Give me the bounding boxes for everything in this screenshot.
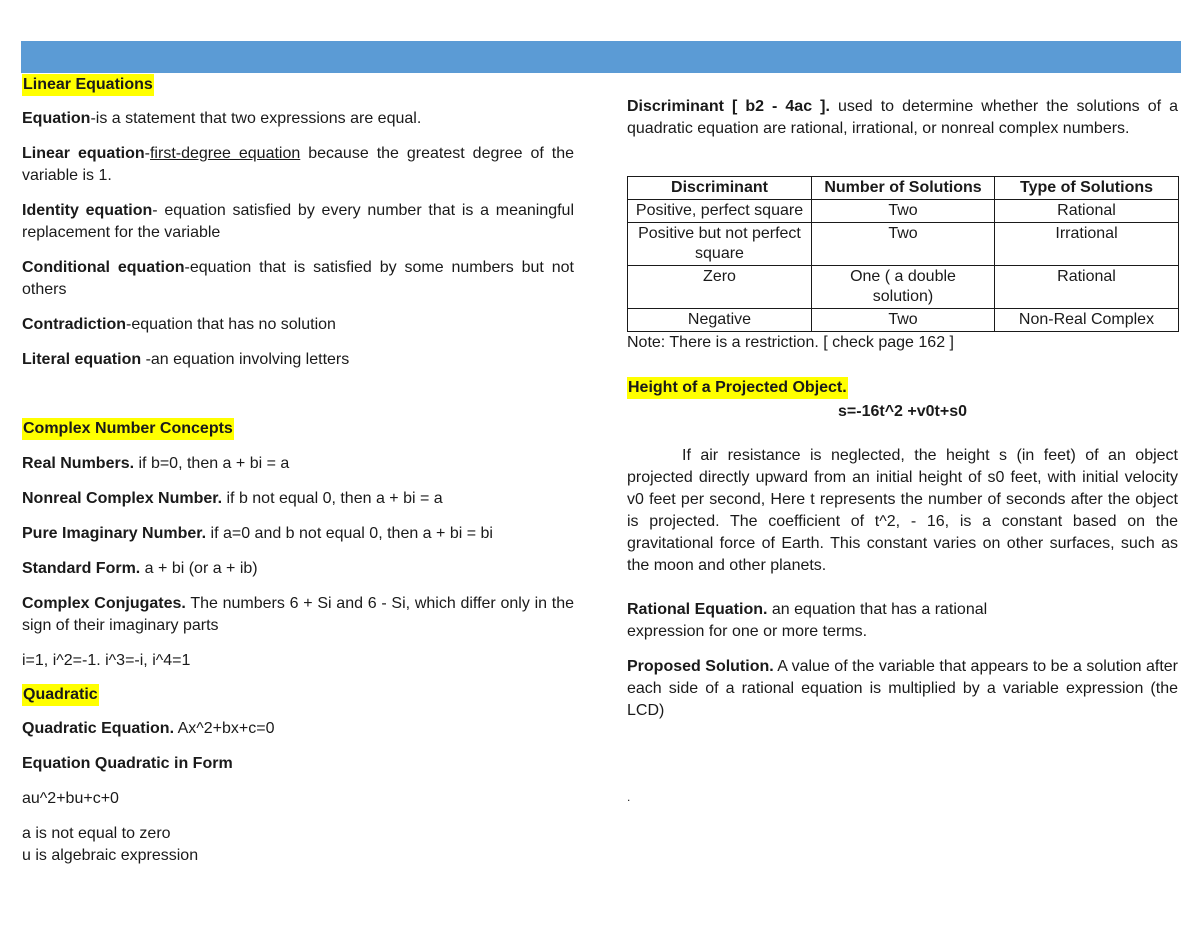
term-discriminant: Discriminant [ b2 - 4ac ]. — [627, 98, 830, 115]
table-cell: Rational — [995, 266, 1179, 309]
table-row — [628, 200, 1179, 223]
term-complex-conjugates: Complex Conjugates. — [22, 595, 186, 612]
term-standard-form: Standard Form. — [22, 560, 141, 577]
table-header: Discriminant — [628, 177, 812, 200]
trailing-dot: . — [627, 790, 631, 804]
def-conditional-equation: -equation that is satisfied by some numbers but not others — [22, 259, 574, 298]
term-pure-imaginary: Pure Imaginary Number. — [22, 525, 207, 542]
table-header: Number of Solutions — [812, 177, 995, 200]
def-rational-equation-2: expression for one or more terms. — [627, 623, 868, 640]
def-quadratic-equation: Ax^2+bx+c=0 — [174, 720, 275, 737]
table-cell: Positive but not perfect square — [628, 223, 812, 266]
right-column — [627, 96, 1178, 804]
height-formula: s=-16t^2 +v0t+s0 — [838, 403, 967, 420]
dash: - — [144, 145, 150, 162]
def-literal-equation: -an equation involving letters — [141, 351, 350, 368]
def-nonreal-complex: if b not equal 0, then a + bi = a — [222, 490, 443, 507]
term-nonreal-complex: Nonreal Complex Number. — [22, 490, 223, 507]
definition-discriminant — [627, 96, 1178, 140]
table-cell: Negative — [628, 309, 812, 332]
note-a-not-zero: a is not equal to zero — [22, 825, 171, 842]
heading-height-projected-object: Height of a Projected Object. — [627, 377, 848, 399]
definition-rational-equation — [627, 599, 1178, 643]
heading-complex-number-concepts: Complex Number Concepts — [22, 418, 234, 440]
term-identity-equation: Identity equation — [22, 202, 153, 219]
table-row — [628, 223, 1179, 266]
term-equation: Equation — [22, 110, 91, 127]
definition-literal-equation — [22, 349, 574, 371]
def-rational-equation-1: an equation that has a rational — [767, 601, 988, 618]
discriminant-table — [627, 176, 1179, 332]
table-cell: Zero — [628, 266, 812, 309]
table-header: Type of Solutions — [995, 177, 1179, 200]
quadratic-in-form-expression: au^2+bu+c+0 — [22, 790, 119, 807]
def-contradiction: -equation that has no solution — [126, 316, 336, 333]
definition-complex-conjugates — [22, 593, 574, 637]
term-linear-equation: Linear equation — [22, 145, 145, 162]
restriction-note: Note: There is a restriction. [ check page 162 ] — [627, 334, 954, 351]
def-real-numbers: if b=0, then a + bi = a — [134, 455, 290, 472]
table-cell: Non-Real Complex — [995, 309, 1179, 332]
definition-conditional-equation — [22, 257, 574, 301]
def-discriminant: used to determine whether the solutions of a quadratic equation are rational, irrational, or nonreal complex numbers. — [627, 98, 1178, 137]
definition-real-numbers — [22, 453, 574, 475]
term-quadratic-in-form: Equation Quadratic in Form — [22, 755, 233, 772]
table-cell: Irrational — [995, 223, 1179, 266]
table-cell: Two — [812, 309, 995, 332]
table-row — [628, 309, 1179, 332]
definition-contradiction — [22, 314, 574, 336]
definition-quadratic-equation — [22, 718, 574, 740]
def-equation: -is a statement that two expressions are equal. — [90, 110, 422, 127]
term-conditional-equation: Conditional equation — [22, 259, 185, 276]
table-header-row — [628, 177, 1179, 200]
height-paragraph: If air resistance is neglected, the height s (in feet) of an object projected directly upward from an initial height of s0 feet, with initial velocity v0 feet per second, Here t represents the number of seconds after the object is projected. The coefficient of t^2, - 16, is a constant based on the gravitational force of Earth. This constant varies on other surfaces, such as the moon and other planets. — [627, 447, 1178, 574]
definition-identity-equation — [22, 200, 574, 244]
table-cell: Two — [812, 200, 995, 223]
term-literal-equation: Literal equation — [22, 351, 142, 368]
definition-nonreal-complex — [22, 488, 574, 510]
def-linear-equation: because the greatest degree of the variable is 1. — [22, 145, 575, 184]
table-cell: Two — [812, 223, 995, 266]
term-proposed-solution: Proposed Solution. — [627, 658, 774, 675]
table-row — [628, 266, 1179, 309]
term-quadratic-equation: Quadratic Equation. — [22, 720, 175, 737]
note-u-expression: u is algebraic expression — [22, 847, 199, 864]
definition-pure-imaginary — [22, 523, 574, 545]
def-proposed-solution: A value of the variable that appears to be a solution after each side of a rational equation is multiplied by a variable expression (the LCD) — [627, 658, 1178, 719]
term-rational-equation: Rational Equation. — [627, 601, 768, 618]
term-contradiction: Contradiction — [22, 316, 126, 333]
table-cell: Positive, perfect square — [628, 200, 812, 223]
first-degree-equation-text: first-degree equation — [149, 145, 301, 162]
definition-equation — [22, 108, 574, 130]
table-cell: Rational — [995, 200, 1179, 223]
powers-of-i: i=1, i^2=-1. i^3=-i, i^4=1 — [22, 652, 191, 669]
term-real-numbers: Real Numbers. — [22, 455, 135, 472]
def-complex-conjugates: The numbers 6 + Si and 6 - Si, which differ only in the sign of their imaginary parts — [22, 595, 575, 634]
def-standard-form: a + bi (or a + ib) — [140, 560, 258, 577]
definition-standard-form — [22, 558, 574, 580]
heading-quadratic: Quadratic — [22, 684, 99, 706]
header-bar — [21, 41, 1181, 73]
heading-linear-equations: Linear Equations — [22, 74, 154, 96]
definition-proposed-solution — [627, 656, 1178, 722]
definition-linear-equation — [22, 143, 574, 187]
left-column — [22, 74, 574, 867]
def-pure-imaginary: if a=0 and b not equal 0, then a + bi = bi — [206, 525, 493, 542]
table-cell: One ( a double solution) — [812, 266, 995, 309]
def-identity-equation: - equation satisfied by every number that is a meaningful replacement for the variable — [22, 202, 575, 241]
